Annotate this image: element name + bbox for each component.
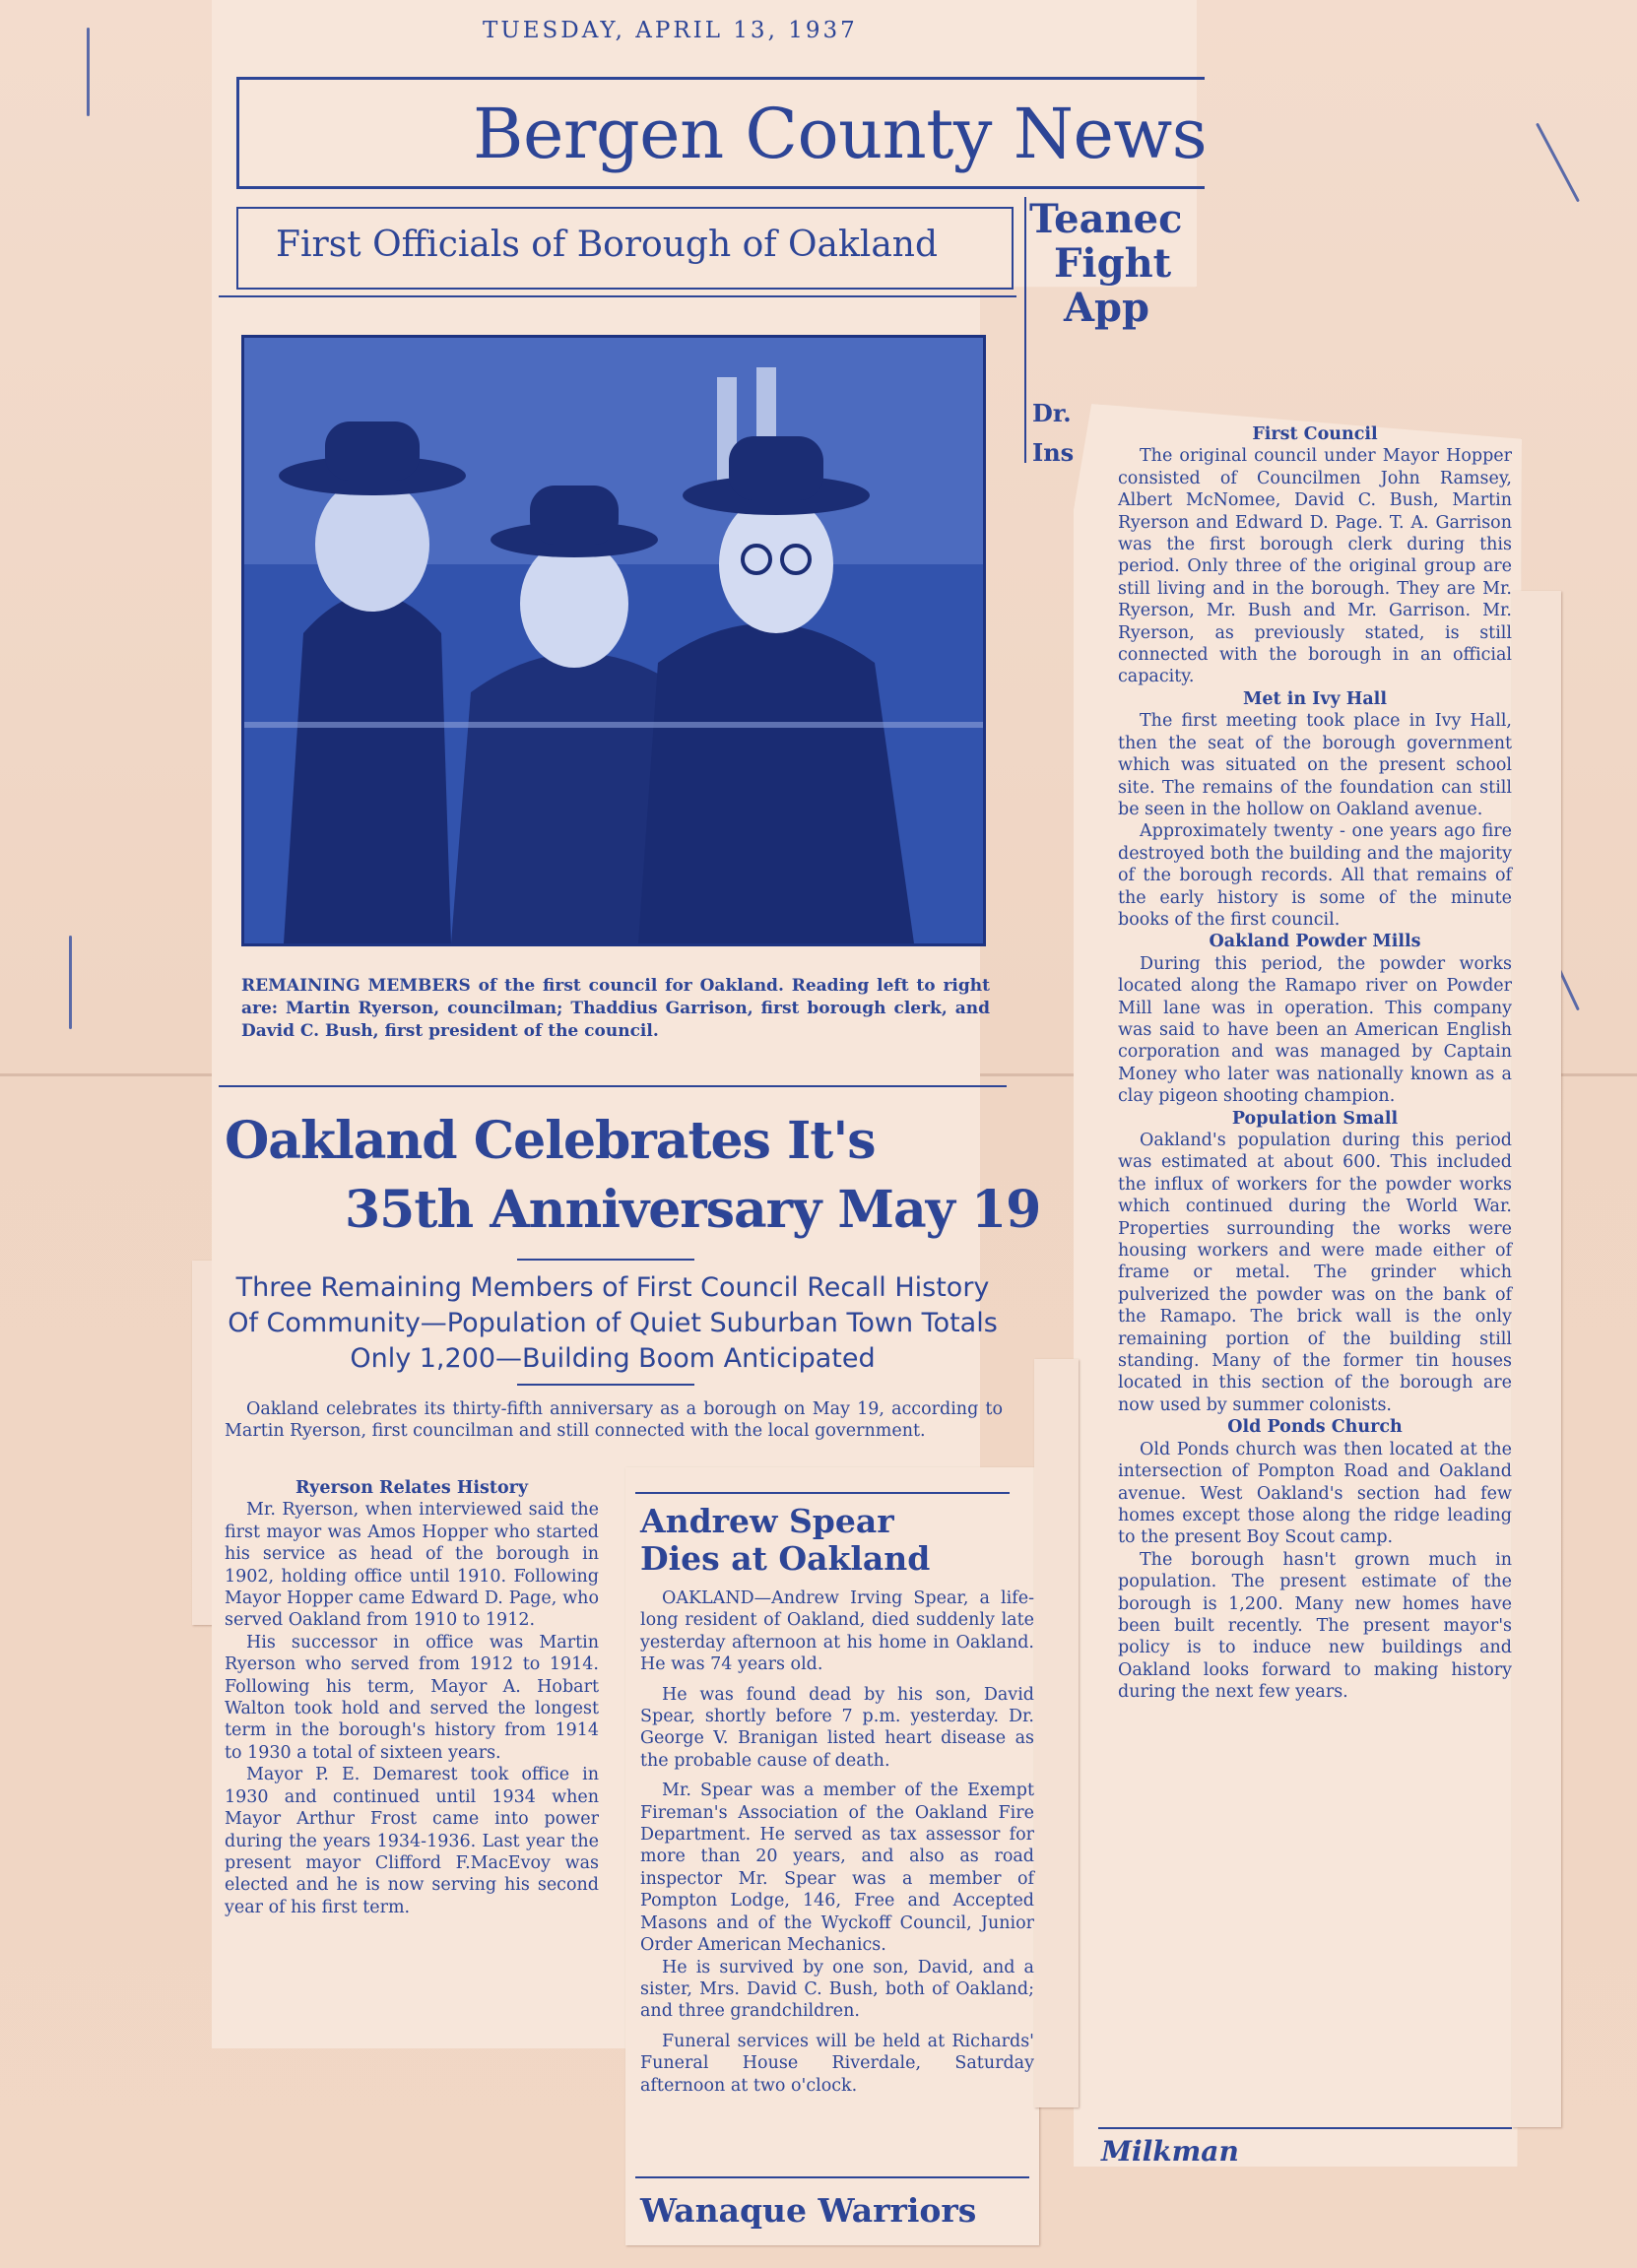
paragraph: OAKLAND—Andrew Irving Spear, a life-long resident of Oakland, died suddenly late yesterday afternoon at his home in Oakland. He was 74 years old. bbox=[640, 1588, 1034, 1675]
council-photo bbox=[241, 335, 986, 946]
main-headline-line1: Oakland Celebrates It's bbox=[225, 1111, 876, 1171]
teaneck-line: Fight bbox=[1054, 240, 1172, 287]
paragraph: Approximately twenty - one years ago fire destroyed both the building and the majority of the borough records. All that remains of the early history is some of the minute books of the first council. bbox=[1118, 821, 1512, 930]
divider bbox=[635, 2176, 1029, 2178]
teaneck-line: Ins bbox=[1032, 438, 1075, 467]
staple bbox=[87, 28, 90, 116]
masthead: Bergen County News bbox=[473, 94, 1208, 174]
paragraph: The first meeting took place in Ivy Hall, then the seat of the borough government which was situated on the present school site. The remains of the foundation can still be seen in the hollow on Oakland avenue. bbox=[1118, 711, 1512, 819]
teaneck-subhead bbox=[1032, 394, 1074, 473]
paragraph: Mr. Spear was a member of the Exempt Fireman's Association of the Oakland Fire Department. He served as tax assessor for more than 20 years, and also as road inspector Mr. Spear was a member of Pompton Lodge, 146, Free and Accepted Masons and of the Wyckoff Council, Junior Order American Mechanics. bbox=[640, 1781, 1034, 1956]
main-headline-line2: 35th Anniversary May 19 bbox=[345, 1180, 1041, 1240]
clipping-far-right-strip bbox=[1512, 591, 1561, 2127]
main-lead bbox=[225, 1398, 1003, 1443]
paragraph: The borough hasn't grown much in population. The present estimate of the borough is 1,200. Many new homes have been built recently. The present mayor's policy is to induce new buildings and Oakland looks forward to making history during the next few years. bbox=[1118, 1549, 1512, 1703]
paragraph: During this period, the powder works located along the Ramapo river on Powder Mill lane was in operation. This company was said to have been an American English corporation and was managed by Captain Money who later was nationally known as a clay pigeon shooting champion. bbox=[1118, 953, 1512, 1107]
clipping-middle-strip bbox=[1034, 1359, 1079, 2107]
photo-title: First Officials of Borough of Oakland bbox=[276, 225, 939, 265]
paragraph: He was found dead by his son, David Spear, shortly before 7 p.m. yesterday. Dr. George V. Branigan listed heart disease as the probable cause of death. bbox=[640, 1684, 1034, 1771]
paragraph: Old Ponds church was then located at the intersection of Pompton Road and Oakland avenue. West Oakland's section had few homes except those along the ridge leading to the present Boy Scout camp. bbox=[1118, 1439, 1512, 1548]
divider bbox=[517, 1384, 694, 1386]
paragraph: Oakland's population during this period was estimated at about 600. This included the influx of workers for the powder works which continued during the World War. Properties surrounding the works were housing workers and were made either of frame or metal. The grinder which pulverized the powder was on the bank of the Ramapo. The brick wall is the only remaining portion of the building still standing. Many of the former tin houses located in this section of the borough are now used by summer colonists. bbox=[1118, 1131, 1512, 1415]
photo-image bbox=[244, 338, 983, 943]
lead-paragraph: Oakland celebrates its thirty-fifth anniversary as a borough on May 19, according to Martin Ryerson, first councilman and still connected with the local government. bbox=[225, 1399, 1003, 1442]
subhead-population: Population Small bbox=[1231, 1108, 1399, 1129]
teaneck-headline bbox=[1029, 197, 1182, 330]
milkman-headline: Milkman bbox=[1101, 2135, 1239, 2168]
divider bbox=[219, 295, 1016, 297]
spear-headline-line1: Andrew Spear bbox=[640, 1502, 894, 1540]
divider bbox=[517, 1259, 694, 1261]
right-column bbox=[1118, 423, 1512, 1704]
paragraph: Mr. Ryerson, when interviewed said the first mayor was Amos Hopper who started his service as head of the borough in 1902, holding office until 1910. Following Mayor Hopper came Edward D. Page, who served Oakland from 1910 to 1912. bbox=[225, 1500, 599, 1631]
paragraph: His successor in office was Martin Ryerson who served from 1912 to 1914. Following his term, Mayor A. Hobart Walton took hold and served the longest term in the borough's history from 1914 to 1930 a total of sixteen years. bbox=[225, 1632, 599, 1763]
divider bbox=[219, 1085, 1007, 1087]
paragraph: He is survived by one son, David, and a sister, Mrs. David C. Bush, both of Oakland; and three grandchildren. bbox=[640, 1957, 1034, 2022]
staple bbox=[69, 936, 72, 1029]
wanaque-headline: Wanaque Warriors bbox=[640, 2191, 977, 2230]
photo-caption: REMAINING MEMBERS of the first council for Oakland. Reading left to right are: Martin Ryerson, councilman; Thaddius Garrison, first borough clerk, and David C. Bush, first president of the council. bbox=[241, 976, 990, 1041]
teaneck-line: Teanec bbox=[1029, 196, 1183, 242]
main-column bbox=[225, 1477, 599, 1918]
subhead-ivy-hall: Met in Ivy Hall bbox=[1243, 688, 1387, 709]
teaneck-line: App bbox=[1064, 285, 1149, 331]
main-deck: Three Remaining Members of First Council Recall History Of Community—Population of Quiet Suburban Town Totals Only 1,200—Building Boom Anticipated bbox=[228, 1272, 998, 1374]
teaneck-line: Dr. bbox=[1032, 399, 1072, 427]
spear-column bbox=[640, 1588, 1034, 2097]
paragraph: Mayor P. E. Demarest took office in 1930 and continued until 1934 when Mayor Arthur Frost came into power during the years 1934-1936. Last year the present mayor Clifford F.MacEvoy was elected and he is now serving his second year of his first term. bbox=[225, 1765, 599, 1917]
paragraph: Funeral services will be held at Richards' Funeral House Riverdale, Saturday afternoon at two o'clock. bbox=[640, 2031, 1034, 2096]
paragraph: The original council under Mayor Hopper consisted of Councilmen John Ramsey, Albert McNomee, David C. Bush, Martin Ryerson and Edward D. Page. T. A. Garrison was the first borough clerk during this period. Only three of the original group are still living and in the borough. They are Mr. Ryerson, Mr. Bush and Mr. Garrison. Mr. Ryerson, as previously stated, is still connected with the borough in an official capacity. bbox=[1118, 446, 1512, 687]
subhead-ryerson: Ryerson Relates History bbox=[295, 1478, 529, 1498]
subhead-old-ponds: Old Ponds Church bbox=[1227, 1417, 1403, 1438]
column-rule bbox=[1024, 197, 1026, 463]
subhead-powder-mills: Oakland Powder Mills bbox=[1209, 932, 1421, 952]
divider bbox=[1098, 2127, 1512, 2129]
divider bbox=[635, 1492, 1010, 1494]
spear-headline-line2: Dies at Oakland bbox=[640, 1539, 931, 1578]
dateline: TUESDAY, APRIL 13, 1937 bbox=[483, 18, 858, 43]
subhead-first-council: First Council bbox=[1252, 424, 1378, 444]
